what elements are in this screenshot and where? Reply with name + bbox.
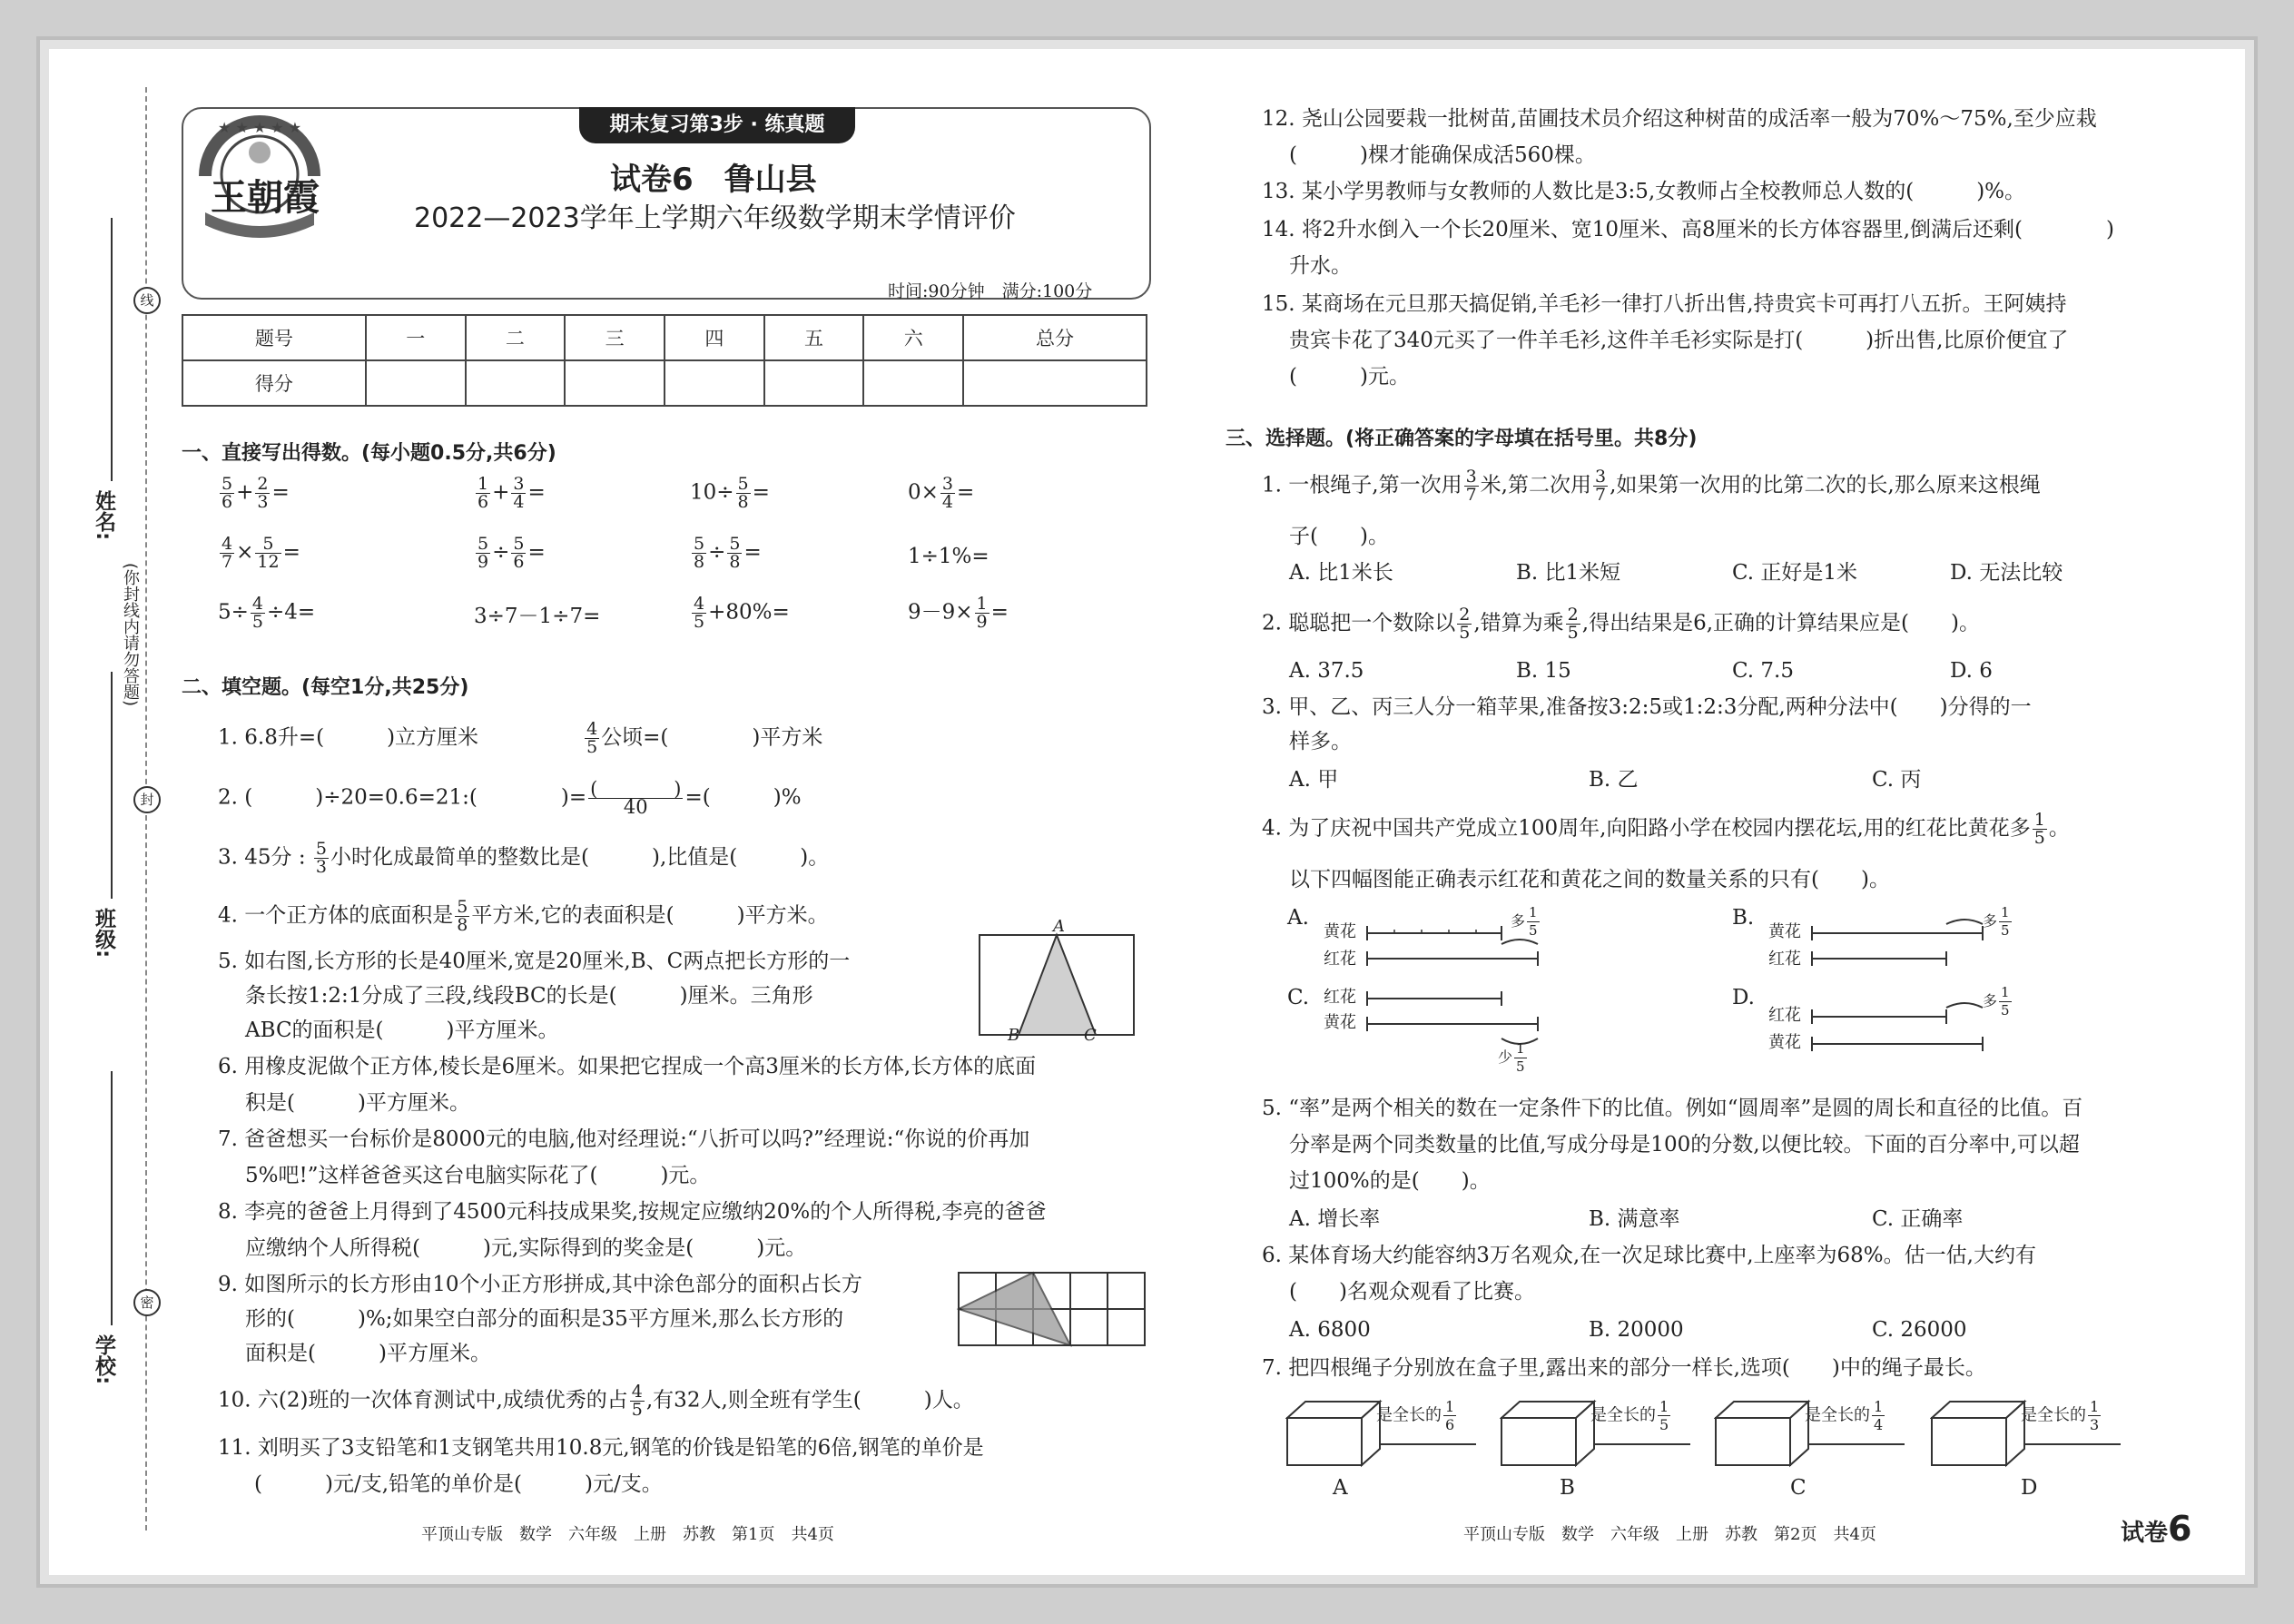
choice-q6-opt-b[interactable]: B. 20000 bbox=[1589, 1318, 1684, 1342]
q7-box-b bbox=[1500, 1398, 1600, 1471]
choice-q1b: 子( )。 bbox=[1289, 525, 1389, 548]
q4b-yellow: 黄花 bbox=[1768, 922, 1801, 941]
class-field-line[interactable] bbox=[111, 672, 113, 899]
fill-q8a: 8. 李亮的爸爸上月得到了4500元科技成果奖,按规定应缴纳20%的个人所得税,李亮的爸爸 bbox=[218, 1200, 1047, 1224]
footer-right: 平顶山专版 数学 六年级 上册 苏教 第2页 共4页 bbox=[1463, 1525, 1876, 1544]
score-cell: 一 bbox=[366, 315, 466, 360]
q7-rope-d bbox=[2024, 1443, 2121, 1445]
q4-opt-c-label[interactable]: C. bbox=[1287, 986, 1310, 1009]
school-label: 学校: bbox=[92, 1334, 115, 1385]
paper-subtitle: 2022—2023学年上学期六年级数学期末学情评价 bbox=[414, 202, 1016, 234]
q7-text-d: 是全长的 $\frac{1}{3}$ bbox=[2021, 1398, 2100, 1433]
score-input[interactable] bbox=[466, 360, 566, 406]
q7-opt-c[interactable]: C bbox=[1790, 1476, 1807, 1500]
calc-1-2: $\frac{1}{6}$ + $\frac{3}{4}$ = bbox=[478, 474, 546, 512]
choice-q5c: 过100%的是( )。 bbox=[1289, 1169, 1491, 1193]
footer-left: 平顶山专版 数学 六年级 上册 苏教 第1页 共4页 bbox=[421, 1525, 834, 1544]
fig5-label-b: B bbox=[1008, 1026, 1020, 1045]
fig5-label-c: C bbox=[1084, 1026, 1097, 1045]
choice-q2-opt-d[interactable]: D. 6 bbox=[1950, 659, 1993, 683]
choice-q2-opt-c[interactable]: C. 7.5 bbox=[1732, 659, 1794, 683]
choice-q2: 2. 聪聪把一个数除以 $\frac{2}{5}$ ,错算为乘 $\frac{2}{5}$ ,得出结果是6,正确的计算结果应是( )。 bbox=[1262, 605, 1980, 643]
q4a-yellow: 黄花 bbox=[1324, 922, 1356, 941]
q4a-more: 多 $\frac{1}{5}$ bbox=[1511, 904, 1538, 939]
score-input[interactable] bbox=[665, 360, 764, 406]
choice-q1-opt-c[interactable]: C. 正好是1米 bbox=[1732, 561, 1858, 585]
fill-q11a: 11. 刘明买了3支铅笔和1支钢笔共用10.8元,钢笔的价钱是铅笔的6倍,钢笔的单价是 bbox=[218, 1436, 984, 1460]
fill-q9b: 形的( )%;如果空白部分的面积是35平方厘米,那么长方形的 bbox=[245, 1307, 844, 1331]
name-label: 姓名: bbox=[92, 490, 115, 541]
score-cell: 三 bbox=[565, 315, 665, 360]
fill-q14a: 14. 将2升水倒入一个长20厘米、宽10厘米、高8厘米的长方体容器里,倒满后还剩( ) bbox=[1262, 218, 2114, 241]
score-input[interactable] bbox=[863, 360, 963, 406]
choice-q1-opt-b[interactable]: B. 比1米短 bbox=[1516, 561, 1621, 585]
q7-text-a: 是全长的 $\frac{1}{6}$ bbox=[1376, 1398, 1455, 1433]
fill-q1: 1. 6.8升=( )立方厘米 $\frac{4}{5}$ 公顷=( )平方米 bbox=[218, 719, 823, 757]
section1-title: 一、直接写出得数。(每小题0.5分,共6分) bbox=[182, 442, 556, 465]
q7-text-b: 是全长的 $\frac{1}{5}$ bbox=[1590, 1398, 1669, 1433]
fig5-label-a: A bbox=[1053, 917, 1065, 936]
q7-opt-d[interactable]: D bbox=[2021, 1476, 2038, 1500]
score-input[interactable] bbox=[366, 360, 466, 406]
fill-q5b: 条长按1:2:1分成了三段,线段BC的长是( )厘米。三角形 bbox=[245, 984, 813, 1008]
score-input[interactable] bbox=[565, 360, 665, 406]
choice-q1-opt-a[interactable]: A. 比1米长 bbox=[1289, 561, 1393, 585]
q4c-red: 红花 bbox=[1324, 988, 1356, 1007]
svg-text:★ ★ ★ ★ ★: ★ ★ ★ ★ ★ bbox=[217, 119, 302, 136]
fill-q3: 3. 45分 : $\frac{5}{3}$ 小时化成最简单的整数比是( ),比值是( )。 bbox=[218, 839, 830, 877]
choice-q4a: 4. 为了庆祝中国共产党成立100周年,向阳路小学在校园内摆花坛,用的红花比黄花多 $\frac{1}{5}$ 。 bbox=[1262, 810, 2070, 848]
score-cell: 得分 bbox=[182, 360, 366, 406]
choice-q2-opt-b[interactable]: B. 15 bbox=[1516, 659, 1571, 683]
section2-title: 二、填空题。(每空1分,共25分) bbox=[182, 676, 469, 699]
q7-rope-c bbox=[1808, 1443, 1905, 1445]
school-field-line[interactable] bbox=[111, 1071, 113, 1325]
logo-text: 王朝霞 bbox=[211, 176, 320, 219]
q4a-red: 红花 bbox=[1324, 950, 1356, 969]
score-table bbox=[182, 314, 1147, 407]
fill-q5a: 5. 如右图,长方形的长是40厘米,宽是20厘米,B、C两点把长方形的一 bbox=[218, 950, 851, 973]
choice-q5-opt-c[interactable]: C. 正确率 bbox=[1872, 1207, 1964, 1231]
fill-q15c: ( )元。 bbox=[1289, 365, 1410, 389]
choice-q6-opt-c[interactable]: C. 26000 bbox=[1872, 1318, 1967, 1342]
q4-opt-b-label[interactable]: B. bbox=[1732, 906, 1755, 930]
q4-diagram-d bbox=[1810, 999, 1992, 1062]
choice-q3-opt-a[interactable]: A. 甲 bbox=[1289, 768, 1339, 792]
q7-box-a bbox=[1285, 1398, 1385, 1471]
fill-q5c: ABC的面积是( )平方厘米。 bbox=[245, 1019, 559, 1042]
fill-q11b: ( )元/支,铅笔的单价是( )元/支。 bbox=[254, 1472, 663, 1496]
calc-2-3: $\frac{5}{8}$ ÷ $\frac{5}{8}$ = bbox=[694, 534, 762, 572]
calc-3-1: 5÷ $\frac{4}{5}$ ÷4= bbox=[218, 594, 316, 632]
q7-opt-b[interactable]: B bbox=[1560, 1476, 1575, 1500]
q4d-yellow: 黄花 bbox=[1768, 1033, 1801, 1052]
q4-opt-d-label[interactable]: D. bbox=[1732, 986, 1755, 1009]
review-step-pill: 期末复习第3步 · 练真题 bbox=[579, 107, 855, 143]
score-cell: 题号 bbox=[182, 315, 366, 360]
fill-q9c: 面积是( )平方厘米。 bbox=[245, 1342, 491, 1365]
time-info: 时间:90分钟 满分:100分 bbox=[888, 281, 1093, 301]
calc-2-1: $\frac{4}{7}$ × $\frac{5}{12}$ = bbox=[222, 534, 300, 572]
q7-rope-a bbox=[1380, 1443, 1476, 1445]
fill-q12b: ( )棵才能确保成活560棵。 bbox=[1289, 143, 1596, 167]
choice-q1-opt-d[interactable]: D. 无法比较 bbox=[1950, 561, 2063, 585]
score-input[interactable] bbox=[963, 360, 1147, 406]
q7-opt-a[interactable]: A bbox=[1333, 1476, 1348, 1500]
q7-text-c: 是全长的 $\frac{1}{4}$ bbox=[1805, 1398, 1884, 1433]
q7-box-d bbox=[1930, 1398, 2030, 1471]
choice-q5b: 分率是两个同类数量的比值,写成分母是100的分数,以便比较。下面的百分率中,可以超 bbox=[1289, 1133, 2080, 1156]
score-value-row bbox=[182, 360, 1147, 406]
fill-q9a: 9. 如图所示的长方形由10个小正方形拼成,其中涂色部分的面积占长方 bbox=[218, 1273, 862, 1296]
score-cell: 二 bbox=[466, 315, 566, 360]
seal-note: (你封线内请勿答题) bbox=[121, 563, 140, 707]
fill-q6b: 积是( )平方厘米。 bbox=[245, 1091, 470, 1115]
score-input[interactable] bbox=[764, 360, 864, 406]
calc-2-4: 1÷1%= bbox=[908, 545, 989, 568]
calc-1-1: $\frac{5}{6}$ + $\frac{2}{3}$ = bbox=[222, 474, 290, 512]
choice-q6-opt-a[interactable]: A. 6800 bbox=[1289, 1318, 1371, 1342]
grid-rectangle-figure bbox=[957, 1271, 1149, 1349]
score-cell: 四 bbox=[665, 315, 764, 360]
calc-3-4: 9－9× $\frac{1}{9}$ = bbox=[908, 594, 1009, 632]
fill-q2: 2. ( )÷20=0.6=21:( )= ( ) 40 =( )% bbox=[218, 778, 802, 818]
q4d-more: 多 $\frac{1}{5}$ bbox=[1983, 984, 2010, 1019]
choice-q5-opt-a[interactable]: A. 增长率 bbox=[1289, 1207, 1381, 1231]
choice-q3-opt-b[interactable]: B. 乙 bbox=[1589, 768, 1639, 792]
fill-q15b: 贵宾卡花了340元买了一件羊毛衫,这件羊毛衫实际是打( )折出售,比原价便宜了 bbox=[1289, 329, 2069, 352]
calc-1-4: 0× $\frac{3}{4}$ = bbox=[908, 474, 975, 512]
calc-3-2: 3÷7－1÷7= bbox=[474, 605, 601, 628]
fill-q10: 10. 六(2)班的一次体育测试中,成绩优秀的占 $\frac{4}{5}$ ,有32人,则全班有学生( )人。 bbox=[218, 1382, 974, 1420]
choice-q3b: 样多。 bbox=[1289, 730, 1352, 753]
fill-q7b: 5%吧!”这样爸爸买这台电脑实际花了( )元。 bbox=[245, 1164, 711, 1187]
fill-q13: 13. 某小学男教师与女教师的人数比是3:5,女教师占全校教师总人数的( )%。 bbox=[1262, 180, 2026, 203]
q4d-red: 红花 bbox=[1768, 1006, 1801, 1025]
seal-mark-secret: 密 bbox=[133, 1289, 161, 1316]
calc-1-3: 10÷ $\frac{5}{8}$ = bbox=[690, 474, 770, 512]
choice-q5-opt-b[interactable]: B. 满意率 bbox=[1589, 1207, 1680, 1231]
choice-q3a: 3. 甲、乙、丙三人分一箱苹果,准备按3:2:5或1:2:3分配,两种分法中( )分得的一 bbox=[1262, 695, 2032, 719]
q4b-more: 多 $\frac{1}{5}$ bbox=[1983, 904, 2010, 939]
calc-3-3: $\frac{4}{5}$ +80%= bbox=[694, 594, 790, 632]
fill-q4: 4. 一个正方体的底面积是 $\frac{5}{8}$ 平方米,它的表面积是( )平方米。 bbox=[218, 897, 829, 935]
choice-q1a: 1. 一根绳子,第一次用 $\frac{3}{7}$ 米,第二次用 $\frac{3}{7}$ ,如果第一次用的比第二次的长,那么原来这根绳 bbox=[1262, 467, 2041, 505]
score-cell: 六 bbox=[863, 315, 963, 360]
q7-rope-b bbox=[1594, 1443, 1690, 1445]
fill-q8b: 应缴纳个人所得税( )元,实际得到的奖金是( )元。 bbox=[245, 1236, 807, 1260]
section3-title: 三、选择题。(将正确答案的字母填在括号里。共8分) bbox=[1226, 428, 1698, 450]
q7-box-c bbox=[1714, 1398, 1814, 1471]
choice-q4b: 以下四幅图能正确表示红花和黄花之间的数量关系的只有( )。 bbox=[1289, 868, 1890, 891]
fill-q12a: 12. 尧山公园要栽一批树苗,苗圃技术员介绍这种树苗的成活率一般为70%～75%,至少应栽 bbox=[1262, 107, 2097, 131]
paper-title: 试卷6 鲁山县 bbox=[610, 162, 817, 198]
choice-q3-opt-c[interactable]: C. 丙 bbox=[1872, 768, 1922, 792]
choice-q7: 7. 把四根绳子分别放在盒子里,露出来的部分一样长,选项( )中的绳子最长。 bbox=[1262, 1356, 1986, 1380]
score-cell: 总分 bbox=[963, 315, 1147, 360]
q4b-red: 红花 bbox=[1768, 950, 1801, 969]
score-cell: 五 bbox=[764, 315, 864, 360]
fill-q6a: 6. 用橡皮泥做个正方体,棱长是6厘米。如果把它捏成一个高3厘米的长方体,长方体的底面 bbox=[218, 1055, 1037, 1078]
seal-mark-line: 线 bbox=[133, 287, 161, 314]
score-header-row bbox=[182, 315, 1147, 360]
fill-q15a: 15. 某商场在元旦那天搞促销,羊毛衫一律打八折出售,持贵宾卡可再打八五折。王阿姨持 bbox=[1262, 292, 2067, 316]
seal-mark-seal: 封 bbox=[133, 786, 161, 813]
choice-q6a: 6. 某体育场大约能容纳3万名观众,在一次足球比赛中,上座率为68%。估一估,大约有 bbox=[1262, 1244, 2036, 1267]
calc-2-2: $\frac{5}{9}$ ÷ $\frac{5}{6}$ = bbox=[478, 534, 546, 572]
fill-q7a: 7. 爸爸想买一台标价是8000元的电脑,他对经理说:“八折可以吗?”经理说:“你说的价再加 bbox=[218, 1127, 1030, 1151]
q4c-less: 少 $\frac{1}{5}$ bbox=[1498, 1040, 1525, 1075]
q4-diagram-b bbox=[1810, 908, 1992, 971]
choice-q2-opt-a[interactable]: A. 37.5 bbox=[1289, 659, 1364, 683]
name-field-line[interactable] bbox=[111, 218, 113, 481]
fill-q14b: 升水。 bbox=[1289, 254, 1352, 278]
q4-opt-a-label[interactable]: A. bbox=[1287, 906, 1309, 930]
choice-q5a: 5. “率”是两个相关的数在一定条件下的比值。例如“圆周率”是圆的周长和直径的比值。百 bbox=[1262, 1097, 2083, 1120]
paper-badge: 试卷6 bbox=[2121, 1509, 2192, 1549]
class-label: 班级: bbox=[92, 908, 115, 959]
q4c-yellow: 黄花 bbox=[1324, 1013, 1356, 1032]
choice-q6b: ( )名观众观看了比赛。 bbox=[1289, 1280, 1535, 1304]
